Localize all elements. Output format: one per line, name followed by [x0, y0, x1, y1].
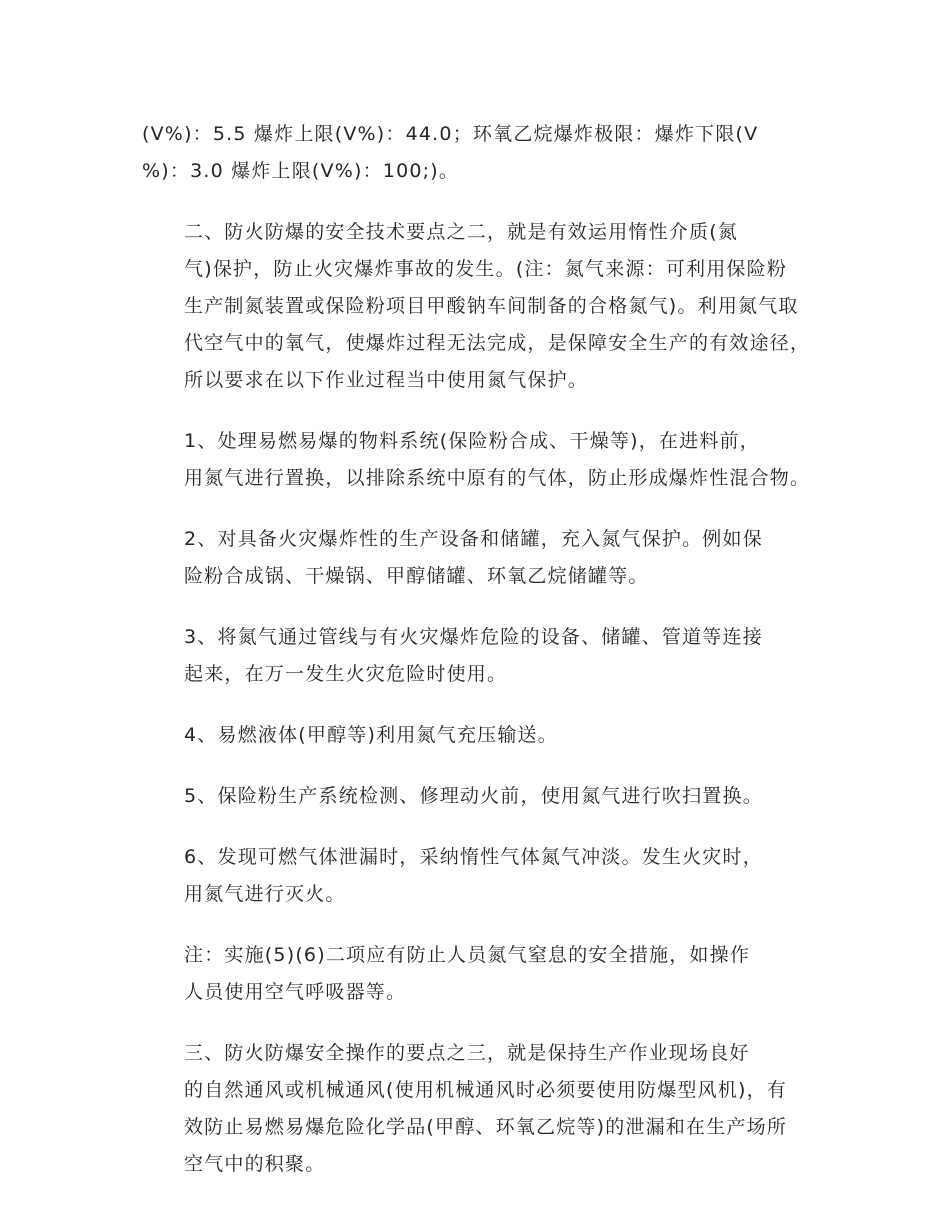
paragraph-item-6 [142, 839, 808, 913]
text-line: 1、处理易燃易爆的物料系统(保险粉合成、干燥等)，在进料前， [184, 430, 760, 452]
text-line: 三、防火防爆安全操作的要点之三，就是保持生产作业现场良好 [184, 1042, 750, 1064]
text-line: 代空气中的氧气，使爆炸过程无法完成，是保障安全生产的有效途径， [184, 332, 811, 354]
paragraph-explosion-limits-continued [142, 116, 808, 190]
text-line: 二、防火防爆的安全技术要点之二，就是有效运用惰性介质(氮 [184, 221, 739, 243]
text-line: 起来，在万一发生火灾危险时使用。 [184, 663, 508, 685]
text-line: 用氮气进行置换，以排除系统中原有的气体，防止形成爆炸性混合物。 [184, 467, 811, 489]
text-line: %)：3.0 爆炸上限(V%)：100;)。 [142, 160, 460, 182]
text-line: 所以要求在以下作业过程当中使用氮气保护。 [184, 369, 589, 391]
text-line: 注：实施(5)(6)二项应有防止人员氮气窒息的安全措施，如操作 [184, 944, 751, 966]
paragraph-section-2-nitrogen-protection [142, 214, 811, 399]
text-line: 4、易燃液体(甲醇等)利用氮气充压输送。 [184, 724, 558, 746]
paragraph-item-5 [142, 778, 808, 815]
text-line: 人员使用空气呼吸器等。 [184, 981, 407, 1003]
text-line: 6、发现可燃气体泄漏时，采纳惰性气体氮气冲淡。发生火灾时， [184, 846, 763, 868]
text-line: (V%)：5.5 爆炸上限(V%)：44.0；环氧乙烷爆炸极限：爆炸下限(V [142, 123, 759, 145]
text-line: 空气中的积聚。 [184, 1153, 326, 1175]
text-line: 气)保护，防止火灾爆炸事故的发生。(注：氮气来源：可利用保险粉 [184, 258, 788, 280]
document-page [142, 116, 811, 1207]
text-line: 2、对具备火灾爆炸性的生产设备和储罐，充入氮气保护。例如保 [184, 528, 763, 550]
text-line: 险粉合成锅、干燥锅、甲醇储罐、环氧乙烷储罐等。 [184, 565, 649, 587]
text-line: 生产制氮装置或保险粉项目甲酸钠车间制备的合格氮气)。利用氮气取 [184, 295, 799, 317]
paragraph-section-3-ventilation [142, 1035, 808, 1183]
paragraph-item-2 [142, 521, 808, 595]
text-line: 5、保险粉生产系统检测、修理动火前，使用氮气进行吹扫置换。 [184, 785, 763, 807]
paragraph-item-1 [142, 423, 811, 497]
text-line: 3、将氮气通过管线与有火灾爆炸危险的设备、储罐、管道等连接 [184, 626, 763, 648]
paragraph-item-3 [142, 619, 808, 693]
text-line: 效防止易燃易爆危险化学品(甲醇、环氧乙烷等)的泄漏和在生产场所 [184, 1116, 788, 1138]
paragraph-note [142, 937, 808, 1011]
paragraph-item-4 [142, 717, 808, 754]
text-line: 的自然通风或机械通风(使用机械通风时必须要使用防爆型风机)，有 [184, 1079, 788, 1101]
text-line: 用氮气进行灭火。 [184, 883, 346, 905]
